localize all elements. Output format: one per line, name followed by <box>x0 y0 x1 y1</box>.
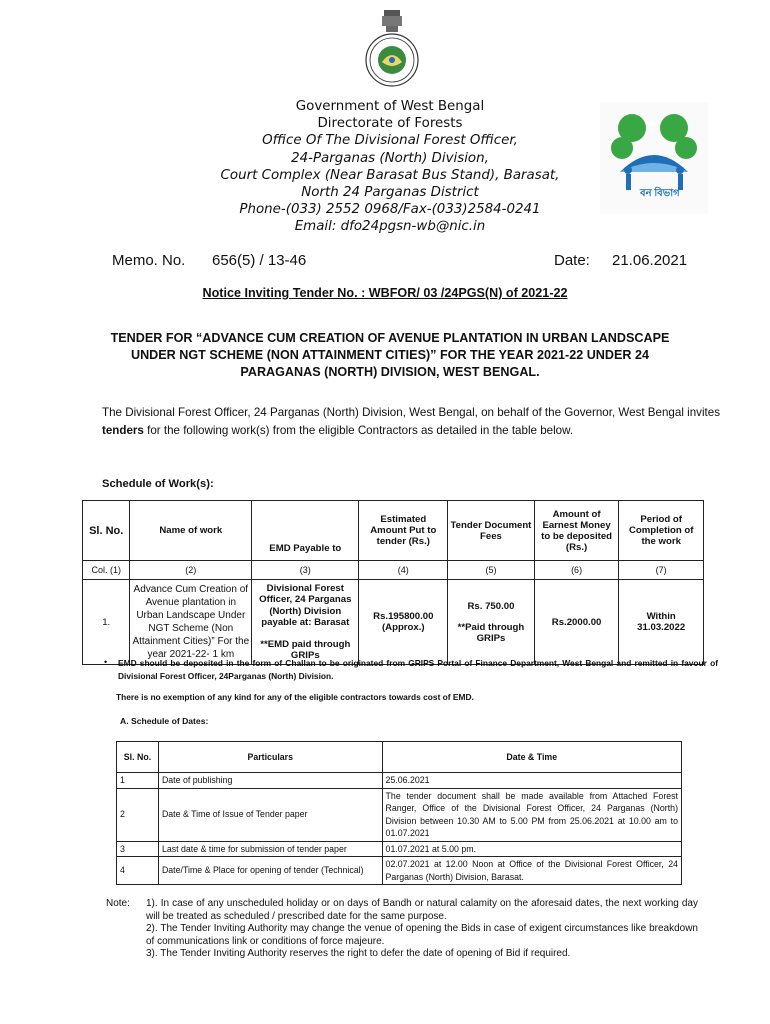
letterhead-line: North 24 Parganas District <box>301 185 479 201</box>
schedule-of-dates-table <box>116 741 682 885</box>
table-header: Sl. No. <box>117 742 159 773</box>
table-cell: Rs.195800.00 (Approx.) <box>359 580 448 665</box>
tender-title: TENDER FOR “ADVANCE CUM CREATION OF AVENUE PLANTATION IN URBAN LANDSCAPE UNDER NGT SCHEME (NON ATTAINMENT CITIES)” FOR THE YEAR 2021-22 UNDER 24 PARAGANAS (NORTH) DIVISION, WEST BENGAL. <box>110 331 670 379</box>
table-cell: 1 <box>117 773 159 789</box>
table-cell: 4 <box>117 857 159 885</box>
table-cell <box>252 580 359 665</box>
table-cell: (3) <box>252 561 359 580</box>
memo-date: 21.06.2021 <box>612 252 688 269</box>
table-header: Sl. No. <box>83 501 130 561</box>
intro-bold: tenders <box>102 424 144 437</box>
letterhead <box>130 98 650 236</box>
table-cell: (4) <box>359 561 448 580</box>
intro-paragraph <box>102 404 722 440</box>
table-cell: Date & Time of Issue of Tender paper <box>158 788 382 841</box>
date-label: Date: <box>554 252 590 269</box>
bullet-icon: • <box>104 657 108 667</box>
table-cell: (6) <box>534 561 619 580</box>
table-header: EMD Payable to <box>252 501 359 561</box>
table-row <box>83 561 704 580</box>
letterhead-line: Phone-(033) 2552 0968/Fax-(033)2584-0241 <box>239 202 541 218</box>
table-cell: Rs.2000.00 <box>534 580 619 665</box>
note-list <box>146 898 698 961</box>
table-cell: 1. <box>83 580 130 665</box>
table-cell: (2) <box>130 561 252 580</box>
table-cell: The tender document shall be made available from Attached Forest Ranger, Office of the Divisional Forest Officer, 24 Parganas (North) Division between 10.30 AM to 5.00 PM from 25.06.2021 at 10.00 am to 01.07.2021 <box>382 788 681 841</box>
fee-paid-note: **Paid through GRIPs <box>457 621 525 644</box>
table-cell: Date of publishing <box>158 773 382 789</box>
table-header-row <box>117 742 682 773</box>
state-emblem-icon <box>360 8 424 88</box>
note-label: Note: <box>106 898 130 909</box>
notice-heading: Notice Inviting Tender No. : WBFOR/ 03 /24PGS(N) of 2021-22 <box>202 286 568 300</box>
memo-label: Memo. No. <box>112 252 186 269</box>
emd-paid-note: **EMD paid through GRIPs <box>260 638 351 661</box>
note-item: 3). The Tender Inviting Authority reserves the right to defer the date of opening of Bid if required. <box>146 948 571 959</box>
table-cell: 02.07.2021 at 12.00 Noon at Office of the Divisional Forest Officer, 24 Parganas (North) Division, Barasat. <box>382 857 681 885</box>
table-cell: Within 31.03.2022 <box>619 580 704 665</box>
work-schedule-table <box>82 500 704 665</box>
letterhead-line: Directorate of Forests <box>317 116 463 132</box>
memo-number: 656(5) / 13-46 <box>212 252 307 269</box>
table-header: Tender Document Fees <box>448 501 535 561</box>
table-header: Amount of Earnest Money to be deposited (Rs.) <box>534 501 619 561</box>
table-cell <box>448 580 535 665</box>
table-row <box>117 841 682 857</box>
letterhead-line: Email: dfo24pgsn-wb@nic.in <box>294 219 486 235</box>
note-item: 1). In case of any unscheduled holiday or on days of Bandh or natural calamity on the aforesaid dates, the next working day will be treated as scheduled / prescribed date for the same purpose. <box>146 898 698 922</box>
letterhead-line: Court Complex (Near Barasat Bus Stand), Barasat, <box>220 167 560 183</box>
note-item: 2). The Tender Inviting Authority may change the venue of opening the Bids in case of exigent circumstances like breakdown of communications link or conditions of force majeure. <box>146 923 698 947</box>
schedule-heading: Schedule of Work(s): <box>102 478 214 490</box>
table-cell: 2 <box>117 788 159 841</box>
table-row <box>117 788 682 841</box>
table-cell: Date/Time & Place for opening of tender (Technical) <box>158 857 382 885</box>
table-cell: Advance Cum Creation of Avenue plantation in Urban Landscape Under NGT Scheme (Non Attainment Cities)” For the year 2021-22- 1 km <box>130 580 252 665</box>
emd-payable-to: Divisional Forest Officer, 24 Parganas (North) Division payable at: Barasat <box>259 582 352 628</box>
letterhead-line: 24-Parganas (North) Division, <box>291 150 489 166</box>
logo-text: বন বিভাগ <box>640 188 680 199</box>
tender-fee: Rs. 750.00 <box>467 600 515 612</box>
letterhead-line: Government of West Bengal <box>295 99 485 114</box>
dates-heading: A. Schedule of Dates: <box>120 716 209 726</box>
table-header: Estimated Amount Put to tender (Rs.) <box>359 501 448 561</box>
table-row <box>117 857 682 885</box>
table-cell: 25.06.2021 <box>382 773 681 789</box>
table-cell: 3 <box>117 841 159 857</box>
intro-text: for the following work(s) from the eligible Contractors as detailed in the table below. <box>143 424 574 437</box>
exemption-note: There is no exemption of any kind for any of the eligible contractors towards cost of EMD. <box>116 692 474 702</box>
table-cell: Col. (1) <box>83 561 130 580</box>
table-header: Name of work <box>130 501 252 561</box>
table-row <box>83 580 704 665</box>
table-cell: 01.07.2021 at 5.00 pm. <box>382 841 681 857</box>
table-header-row <box>83 501 704 561</box>
table-header: Period of Completion of the work <box>619 501 704 561</box>
table-cell: (5) <box>448 561 535 580</box>
table-cell: Last date & time for submission of tender paper <box>158 841 382 857</box>
table-row <box>117 773 682 789</box>
table-header: Date & Time <box>382 742 681 773</box>
table-cell: (7) <box>619 561 704 580</box>
emd-note: EMD should be deposited in the form of Challan to be originated from GRIPS Portal of Finance Department, West Bengal and remitted in favour of Divisional Forest Officer, 24Parganas (North) Division. <box>118 658 718 681</box>
letterhead-line: Office Of The Divisional Forest Officer, <box>262 133 518 149</box>
table-header: Particulars <box>158 742 382 773</box>
intro-text: The Divisional Forest Officer, 24 Parganas (North) Division, West Bengal, on behalf of the Governor, West Bengal invites <box>102 406 720 419</box>
